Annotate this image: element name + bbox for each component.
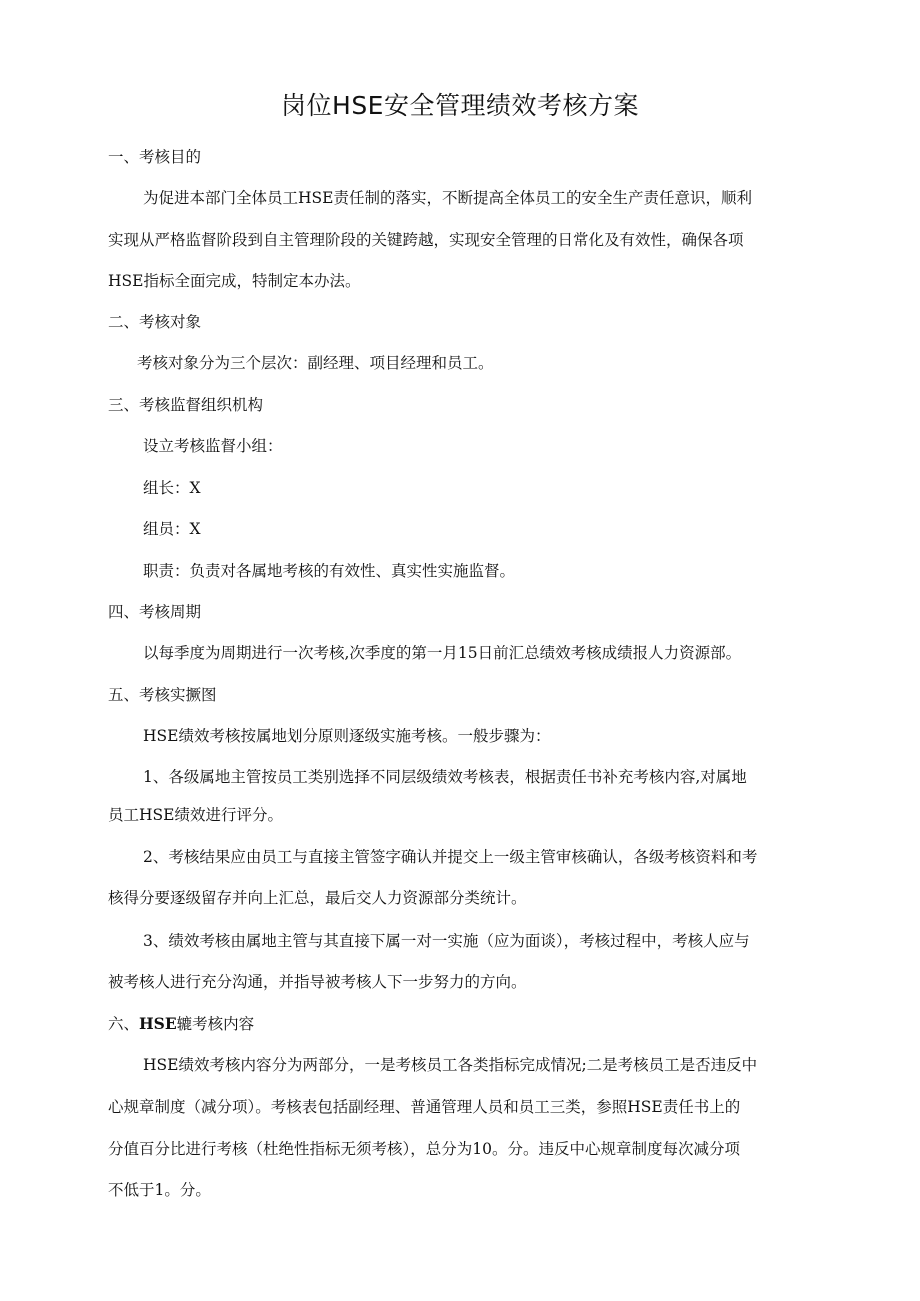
paragraph-line: 员工HSE绩效进行评分。	[108, 806, 283, 824]
paragraph-line: 组员：X	[143, 520, 201, 538]
paragraph-line: 2、考核结果应由员工与直接主管签字确认并提交上一级主管审核确认，各级考核资料和考	[143, 848, 758, 866]
paragraph-line: 被考核人进行充分沟通，并指导被考核人下一步努力的方向。	[108, 973, 527, 991]
section-heading-content	[108, 1013, 254, 1035]
paragraph-line: 不低于1。分。	[108, 1181, 211, 1199]
paragraph-line: 实现从严格监督阶段到自主管理阶段的关键跨越，实现安全管理的日常化及有效性，确保各项	[108, 231, 744, 249]
paragraph-line: 以每季度为周期进行一次考核,次季度的第一月15日前汇总绩效考核成绩报人力资源部。	[143, 644, 742, 662]
paragraph-line: 3、绩效考核由属地主管与其直接下属一对一实施（应为面谈），考核过程中，考核人应与	[143, 932, 750, 950]
section-heading-organization: 三、考核监督组织机构	[108, 396, 264, 414]
paragraph-line: 为促进本部门全体员工HSE责任制的落实，不断提高全体员工的安全生产责任意识，顺利	[143, 189, 752, 207]
section-heading-purpose: 一、考核目的	[108, 148, 202, 166]
paragraph-line: 1、各级属地主管按员工类别选择不同层级绩效考核表，根据责任书补充考核内容,对属地	[143, 768, 747, 786]
document-title: 岗位HSE安全管理绩效考核方案	[281, 91, 639, 120]
heading-suffix: 辘考核内容	[176, 1015, 255, 1033]
heading-bold: HSE	[139, 1014, 177, 1033]
paragraph-line: 组长：X	[143, 479, 201, 497]
paragraph-line: HSE绩效考核按属地划分原则逐级实施考核。一般步骤为：	[143, 727, 551, 745]
paragraph-line: HSE指标全面完成，特制定本办法。	[108, 272, 361, 290]
paragraph-line: HSE绩效考核内容分为两部分，一是考核员工各类指标完成情况;二是考核员工是否违反中	[143, 1056, 758, 1074]
section-heading-implementation: 五、考核实撅图	[108, 686, 217, 704]
paragraph-line: 考核对象分为三个层次：副经理、项目经理和员工。	[137, 354, 494, 372]
heading-prefix: 六、	[108, 1015, 140, 1033]
paragraph-line: 分值百分比进行考核（杜绝性指标无须考核），总分为10。分。违反中心规章制度每次减分项	[108, 1140, 740, 1158]
section-heading-target: 二、考核对象	[108, 313, 202, 331]
paragraph-line: 设立考核监督小组：	[143, 437, 283, 455]
paragraph-line: 心规章制度（减分项）。考核表包括副经理、普通管理人员和员工三类，参照HSE责任书上的	[108, 1098, 741, 1116]
section-heading-period: 四、考核周期	[108, 603, 202, 621]
paragraph-line: 职责：负责对各属地考核的有效性、真实性实施监督。	[143, 562, 516, 580]
paragraph-line: 核得分要逐级留存并向上汇总，最后交人力资源部分类统计。	[108, 889, 527, 907]
